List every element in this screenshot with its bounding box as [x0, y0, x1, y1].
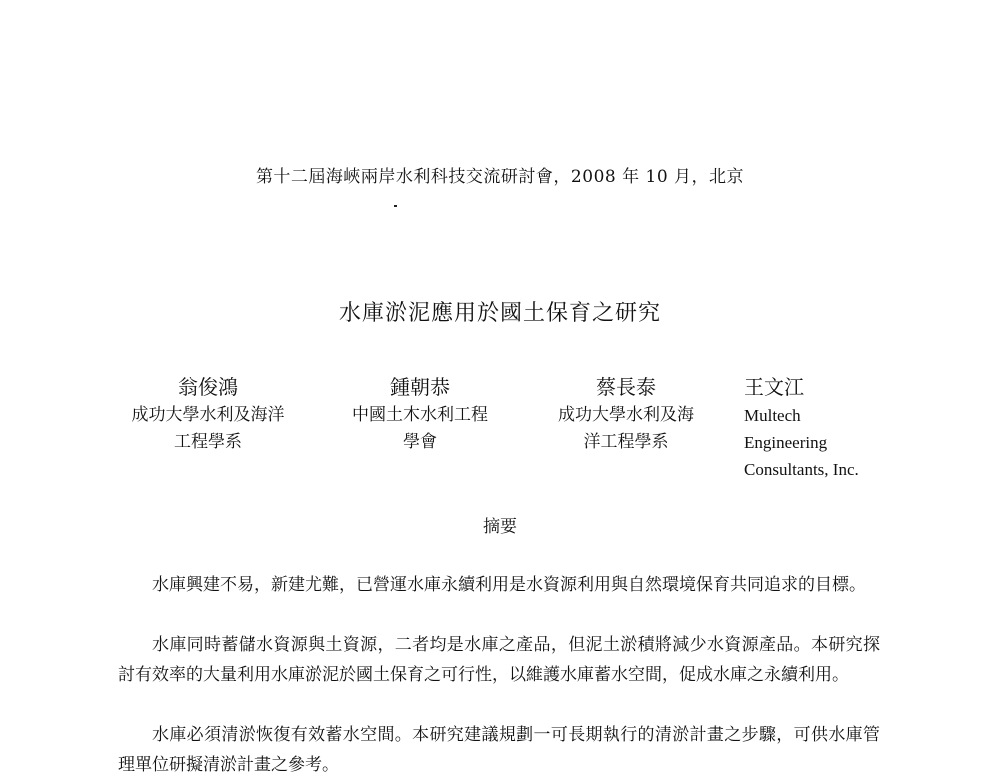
author-block: [536, 372, 716, 456]
scan-speck: [394, 205, 397, 207]
abstract-paragraph: 水庫興建不易，新建尤難，已營運水庫永續利用是水資源利用與自然環境保育共同追求的目標。: [152, 575, 866, 595]
author-affiliation-line: 工程學系: [174, 432, 242, 452]
author-affiliation-line: 中國土木水利工程: [352, 405, 488, 425]
author-block: [330, 372, 510, 456]
author-block: [118, 372, 298, 456]
author-name: 翁俊鴻: [178, 375, 238, 399]
author-block: [744, 372, 944, 483]
author-affiliation-line: Consultants, Inc.: [744, 460, 859, 479]
abstract-paragraph: 水庫同時蓄儲水資源與土資源，二者均是水庫之產品，但泥土淤積將減少水資源產品。本研究探討有效率的大量利用水庫淤泥於國土保育之可行性，以維護水庫蓄水空間，促成水庫之永續利用。: [118, 635, 880, 685]
author-affiliation-line: Engineering: [744, 433, 828, 452]
author-affiliation-line: 學會: [403, 432, 437, 452]
author-name: 蔡長泰: [596, 375, 656, 399]
author-affiliation-line: 成功大學水利及海洋: [131, 405, 285, 425]
abstract-paragraph: 水庫必須清淤恢復有效蓄水空間。本研究建議規劃一可長期執行的清淤計畫之步驟，可供水庫管理單位研擬清淤計畫之參考。: [118, 725, 880, 775]
author-name: 鍾朝恭: [390, 375, 450, 399]
abstract-heading: 摘要: [483, 517, 517, 537]
author-name: 王文江: [744, 375, 804, 399]
paper-title: 水庫淤泥應用於國土保育之研究: [338, 301, 661, 326]
author-affiliation-line: Multech: [744, 406, 801, 425]
author-affiliation-line: 成功大學水利及海: [558, 405, 694, 425]
author-affiliation-line: 洋工程學系: [583, 432, 669, 452]
conference-header: 第十二屆海峽兩岸水利科技交流研討會，2008 年 10 月，北京: [255, 167, 745, 187]
